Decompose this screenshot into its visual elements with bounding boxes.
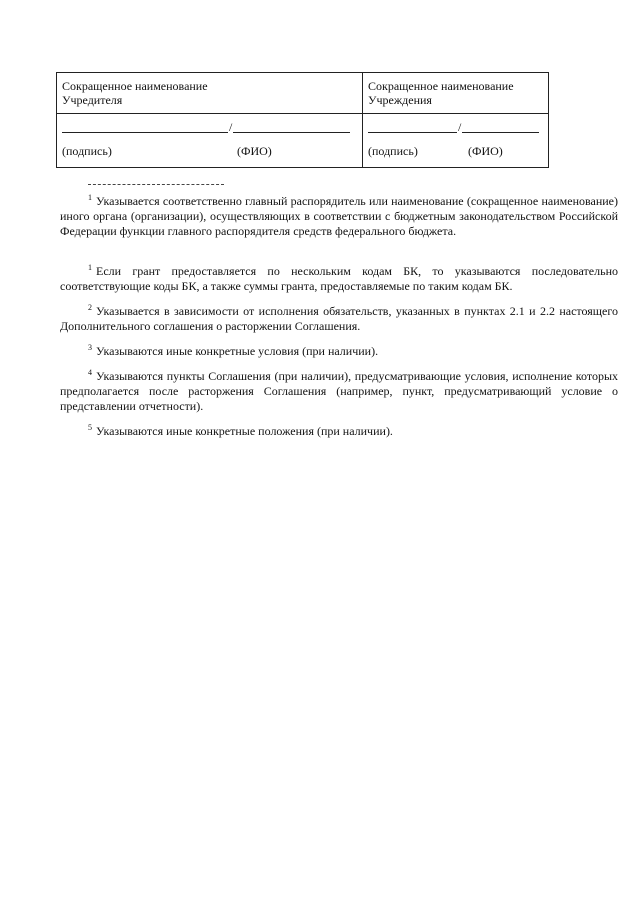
founder-signature-caption: (подпись) bbox=[62, 144, 112, 158]
footnote-1b-mark: 1 bbox=[88, 263, 92, 272]
institution-signature-line bbox=[368, 122, 457, 133]
founder-signature-cell bbox=[57, 114, 363, 168]
institution-name-line bbox=[462, 122, 539, 133]
footnote-2 bbox=[60, 304, 618, 334]
founder-slash: / bbox=[229, 120, 233, 134]
footnote-2-text: Указывается в зависимости от исполнения обязательств, указанных в пунктах 2.1 и 2.2 настоящего Дополнительного соглашения о расторжении Соглашения. bbox=[60, 304, 618, 333]
footnote-1-mark: 1 bbox=[88, 193, 92, 202]
founder-signature-line bbox=[62, 122, 228, 133]
institution-name-caption: (ФИО) bbox=[468, 144, 503, 158]
institution-header-line2: Учреждения bbox=[368, 93, 432, 107]
footnote-2-mark: 2 bbox=[88, 303, 92, 312]
footnote-3-text: Указываются иные конкретные условия (при наличии). bbox=[96, 344, 379, 358]
footnote-1-text: Указывается соответственно главный распорядитель или наименование (сокращенное наименование) иного органа (организации), осуществляющих в соответствии с бюджетным законодательством Российской Федерации функции главного распорядителя средств федерального бюджета. bbox=[60, 194, 618, 238]
footnote-5-text: Указываются иные конкретные положения (при наличии). bbox=[96, 424, 393, 438]
footnote-3 bbox=[60, 344, 618, 359]
institution-slash: / bbox=[458, 120, 462, 134]
footnote-4 bbox=[60, 369, 618, 414]
footnote-4-mark: 4 bbox=[88, 368, 92, 377]
footnote-1b-text: Если грант предоставляется по нескольким кодам БК, то указываются последовательно соответствующие коды БК, а также суммы гранта, предоставляемые по таким кодам БК. bbox=[60, 264, 618, 293]
signature-table bbox=[56, 72, 549, 168]
founder-name-line bbox=[233, 122, 350, 133]
footnote-1 bbox=[60, 194, 618, 239]
footnote-4-text: Указываются пункты Соглашения (при наличии), предусматривающие условия, исполнение которых предполагается после расторжения Соглашения (например, пункт, предусматривающий условие о представлении отчетности). bbox=[60, 369, 618, 413]
founder-name-caption: (ФИО) bbox=[237, 144, 272, 158]
founder-header-line1: Сокращенное наименование bbox=[62, 79, 208, 93]
institution-signature-cell bbox=[363, 114, 549, 168]
footnote-1b bbox=[60, 264, 618, 294]
institution-signature-caption: (подпись) bbox=[368, 144, 418, 158]
footnote-separator bbox=[88, 184, 224, 185]
institution-header-cell bbox=[363, 73, 549, 114]
footnote-5-mark: 5 bbox=[88, 423, 92, 432]
institution-header-line1: Сокращенное наименование bbox=[368, 79, 514, 93]
footnote-5 bbox=[60, 424, 618, 439]
founder-header-line2: Учредителя bbox=[62, 93, 123, 107]
founder-header-cell bbox=[57, 73, 363, 114]
footnote-3-mark: 3 bbox=[88, 343, 92, 352]
